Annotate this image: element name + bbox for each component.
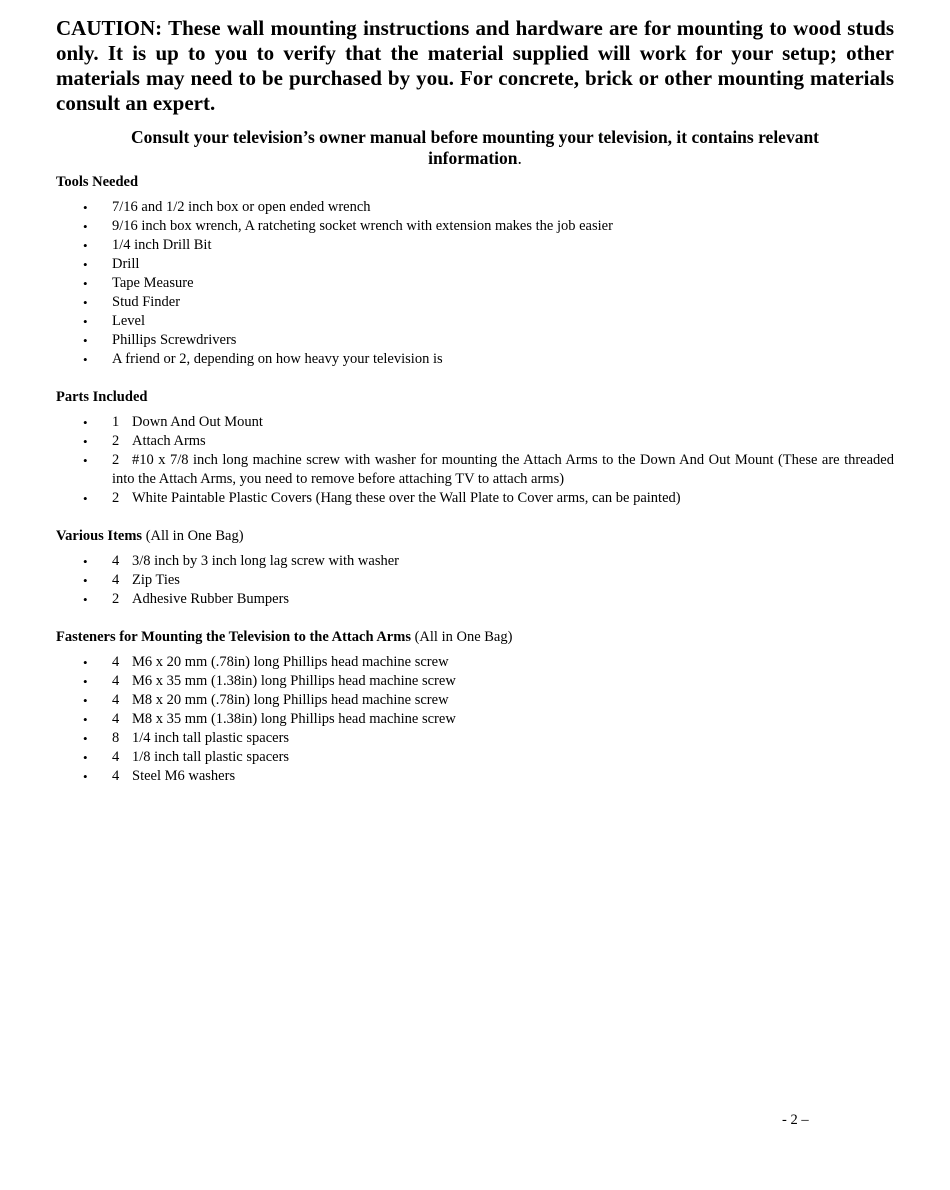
consult-text: Consult your television’s owner manual before mounting your television, it contains relevant information: [130, 127, 820, 168]
bullet-icon: •: [83, 731, 88, 746]
item-quantity: 2: [112, 591, 120, 607]
item-text: 3/8 inch by 3 inch long lag screw with washer: [132, 553, 399, 569]
fasteners-heading: Fasteners for Mounting the Television to the Attach Arms (All in One Bag): [56, 629, 513, 645]
bullet-icon: •: [83, 554, 88, 569]
item-text: Phillips Screwdrivers: [112, 332, 237, 348]
list-item: [56, 293, 894, 312]
bullet-icon: •: [83, 276, 88, 291]
various-heading: Various Items (All in One Bag): [56, 528, 244, 544]
item-quantity: 4: [112, 673, 120, 689]
bullet-icon: •: [83, 238, 88, 253]
item-quantity: 4: [112, 553, 120, 569]
bullet-icon: •: [83, 712, 88, 727]
list-item: [56, 274, 894, 293]
bullet-icon: •: [83, 352, 88, 367]
item-text: Adhesive Rubber Bumpers: [132, 591, 290, 607]
tools-heading: Tools Needed: [56, 174, 139, 190]
list-item: [56, 451, 894, 489]
consult-notice: [86, 127, 864, 169]
item-quantity: 2: [112, 433, 120, 449]
item-quantity: 4: [112, 768, 120, 784]
list-item: [56, 489, 894, 508]
item-quantity: 4: [112, 749, 120, 765]
item-text: Drill: [112, 256, 140, 272]
list-item: [56, 748, 894, 767]
parts-list: [56, 413, 894, 508]
item-text: Attach Arms: [132, 433, 206, 449]
item-text: 1/4 inch Drill Bit: [112, 237, 212, 253]
list-item: [56, 331, 894, 350]
document-page: [56, 16, 894, 786]
fasteners-list: [56, 653, 894, 786]
various-section: [56, 527, 894, 609]
list-item: [56, 672, 894, 691]
item-text: M8 x 35 mm (1.38in) long Phillips head machine screw: [132, 711, 456, 727]
item-text: 1/4 inch tall plastic spacers: [132, 730, 290, 746]
list-item: [56, 413, 894, 432]
item-text: Tape Measure: [112, 275, 194, 291]
list-item: [56, 255, 894, 274]
list-item: [56, 710, 894, 729]
tools-list: [56, 198, 894, 369]
bullet-icon: •: [83, 750, 88, 765]
bullet-icon: •: [83, 592, 88, 607]
item-quantity: 2: [112, 490, 120, 506]
item-text: 7/16 and 1/2 inch box or open ended wrench: [112, 199, 371, 215]
fasteners-section: [56, 628, 894, 786]
bullet-icon: •: [83, 453, 88, 468]
bullet-icon: •: [83, 655, 88, 670]
various-list: [56, 552, 894, 609]
item-text: Zip Ties: [132, 572, 180, 588]
bullet-icon: •: [83, 491, 88, 506]
item-quantity: 4: [112, 711, 120, 727]
list-item: [56, 198, 894, 217]
bullet-icon: •: [83, 415, 88, 430]
fasteners-note: (All in One Bag): [410, 629, 513, 645]
bullet-icon: •: [83, 434, 88, 449]
list-item: [56, 432, 894, 451]
bullet-icon: •: [83, 769, 88, 784]
caution-paragraph: CAUTION: These wall mounting instructions and hardware are for mounting to wood studs only. It is up to you to verify that the material supplied will work for your setup; other materials may need to be purchased by you. For concrete, brick or other mounting materials consult an expert.: [56, 16, 894, 115]
item-quantity: 1: [112, 414, 120, 430]
parts-section: [56, 388, 894, 508]
item-text: M6 x 35 mm (1.38in) long Phillips head machine screw: [132, 673, 456, 689]
tools-section: [56, 173, 894, 369]
list-item: [56, 767, 894, 786]
list-item: [56, 590, 894, 609]
page-number: - 2 –: [782, 1112, 809, 1128]
item-text: A friend or 2, depending on how heavy your television is: [112, 351, 443, 367]
bullet-icon: •: [83, 693, 88, 708]
list-item: [56, 653, 894, 672]
item-quantity: 8: [112, 730, 120, 746]
item-text: Steel M6 washers: [132, 768, 236, 784]
list-item: [56, 312, 894, 331]
item-text: White Paintable Plastic Covers (Hang these over the Wall Plate to Cover arms, can be painted): [132, 490, 681, 506]
consult-period: .: [517, 148, 522, 168]
list-item: [56, 729, 894, 748]
bullet-icon: •: [83, 333, 88, 348]
bullet-icon: •: [83, 219, 88, 234]
bullet-icon: •: [83, 314, 88, 329]
bullet-icon: •: [83, 674, 88, 689]
item-text: M8 x 20 mm (.78in) long Phillips head machine screw: [132, 692, 449, 708]
item-quantity: 4: [112, 572, 120, 588]
list-item: [56, 217, 894, 236]
item-quantity: 2: [112, 452, 120, 468]
item-text: 9/16 inch box wrench, A ratcheting socket wrench with extension makes the job easier: [112, 218, 613, 234]
parts-heading: Parts Included: [56, 389, 148, 405]
list-item: [56, 571, 894, 590]
bullet-icon: •: [83, 573, 88, 588]
various-note: (All in One Bag): [142, 528, 244, 544]
item-text: 1/8 inch tall plastic spacers: [132, 749, 290, 765]
item-text: M6 x 20 mm (.78in) long Phillips head machine screw: [132, 654, 449, 670]
list-item: [56, 236, 894, 255]
item-text: #10 x 7/8 inch long machine screw with washer for mounting the Attach Arms to the Down And Out Mount (These are threaded into the Attach Arms, you need to remove before attaching TV to attach arms): [112, 452, 894, 487]
bullet-icon: •: [83, 257, 88, 272]
list-item: [56, 691, 894, 710]
item-quantity: 4: [112, 692, 120, 708]
list-item: [56, 350, 894, 369]
list-item: [56, 552, 894, 571]
item-quantity: 4: [112, 654, 120, 670]
bullet-icon: •: [83, 295, 88, 310]
item-text: Stud Finder: [112, 294, 181, 310]
item-text: Level: [112, 313, 146, 329]
bullet-icon: •: [83, 200, 88, 215]
item-text: Down And Out Mount: [132, 414, 263, 430]
